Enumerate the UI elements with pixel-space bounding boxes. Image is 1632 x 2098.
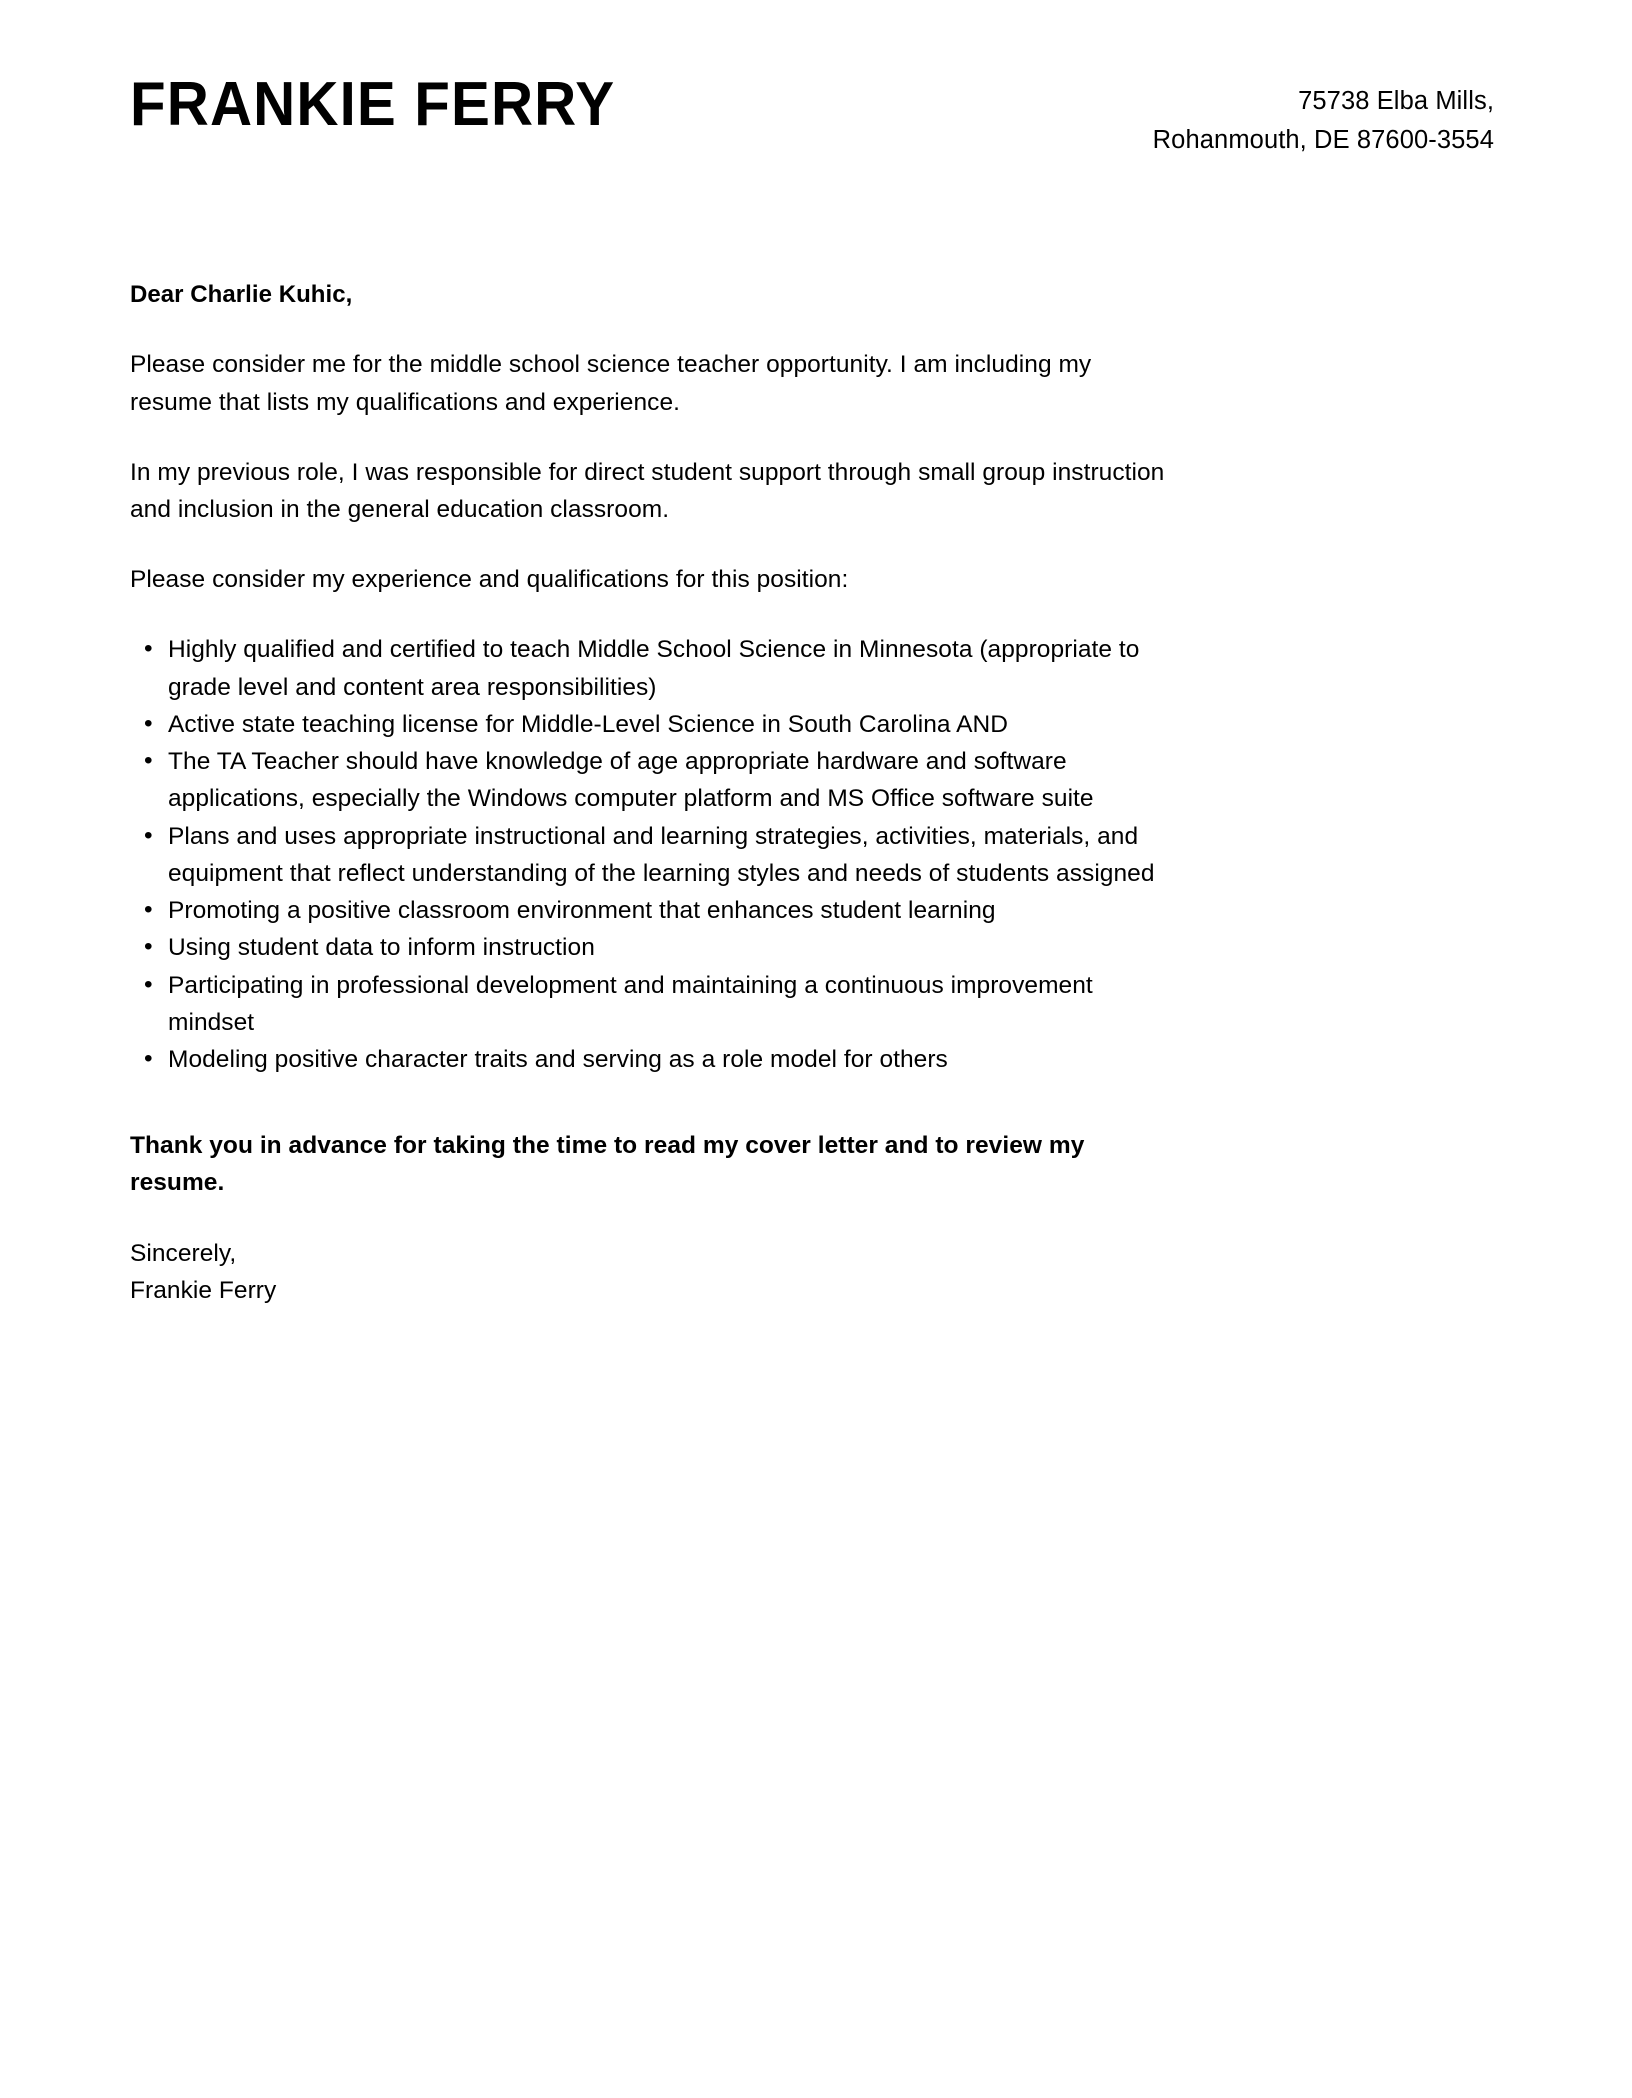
address-line-1: 75738 Elba Mills, bbox=[1298, 87, 1494, 115]
name-block bbox=[130, 70, 646, 137]
list-item: • The TA Teacher should have knowledge of age appropriate hardware and software applications, especially the Windows computer platform and MS Office software suite bbox=[130, 743, 1170, 817]
qualifications-list bbox=[130, 631, 1170, 1078]
letter-header bbox=[130, 70, 1502, 160]
letter-body bbox=[130, 278, 1170, 1310]
list-item: • Promoting a positive classroom environment that enhances student learning bbox=[130, 892, 1170, 929]
paragraph-experience: In my previous role, I was responsible for direct student support through small group instruction and inclusion in the general education classroom. bbox=[130, 458, 1165, 523]
list-item: • Using student data to inform instruction bbox=[130, 929, 1170, 966]
paragraph-list-lead-in: Please consider my experience and qualifications for this position: bbox=[130, 566, 849, 594]
list-item: • Participating in professional development and maintaining a continuous improvement mindset bbox=[130, 967, 1170, 1041]
signoff-text: Sincerely, bbox=[130, 1239, 237, 1267]
address-block bbox=[1153, 70, 1502, 160]
list-item: • Plans and uses appropriate instructional and learning strategies, activities, materials, and equipment that reflect understanding of the learning styles and needs of students assigned bbox=[130, 818, 1170, 892]
signoff-block bbox=[130, 1236, 1170, 1310]
list-item: • Active state teaching license for Middle-Level Science in South Carolina AND bbox=[130, 706, 1170, 743]
salutation: Dear Charlie Kuhic, bbox=[130, 280, 353, 308]
address-line-2: Rohanmouth, DE 87600-3554 bbox=[1152, 125, 1494, 154]
paragraph-intro: Please consider me for the middle school science teacher opportunity. I am including my resume that lists my qualifications and experience. bbox=[130, 351, 1092, 416]
applicant-name: FRANKIE FERRY bbox=[130, 70, 616, 139]
closing-statement: Thank you in advance for taking the time to read my cover letter and to review my resume. bbox=[130, 1132, 1085, 1197]
list-item: • Modeling positive character traits and serving as a role model for others bbox=[130, 1041, 1170, 1078]
list-item: • Highly qualified and certified to teach Middle School Science in Minnesota (appropriate to grade level and content area responsibilities) bbox=[130, 631, 1170, 705]
signature-name: Frankie Ferry bbox=[130, 1276, 277, 1304]
